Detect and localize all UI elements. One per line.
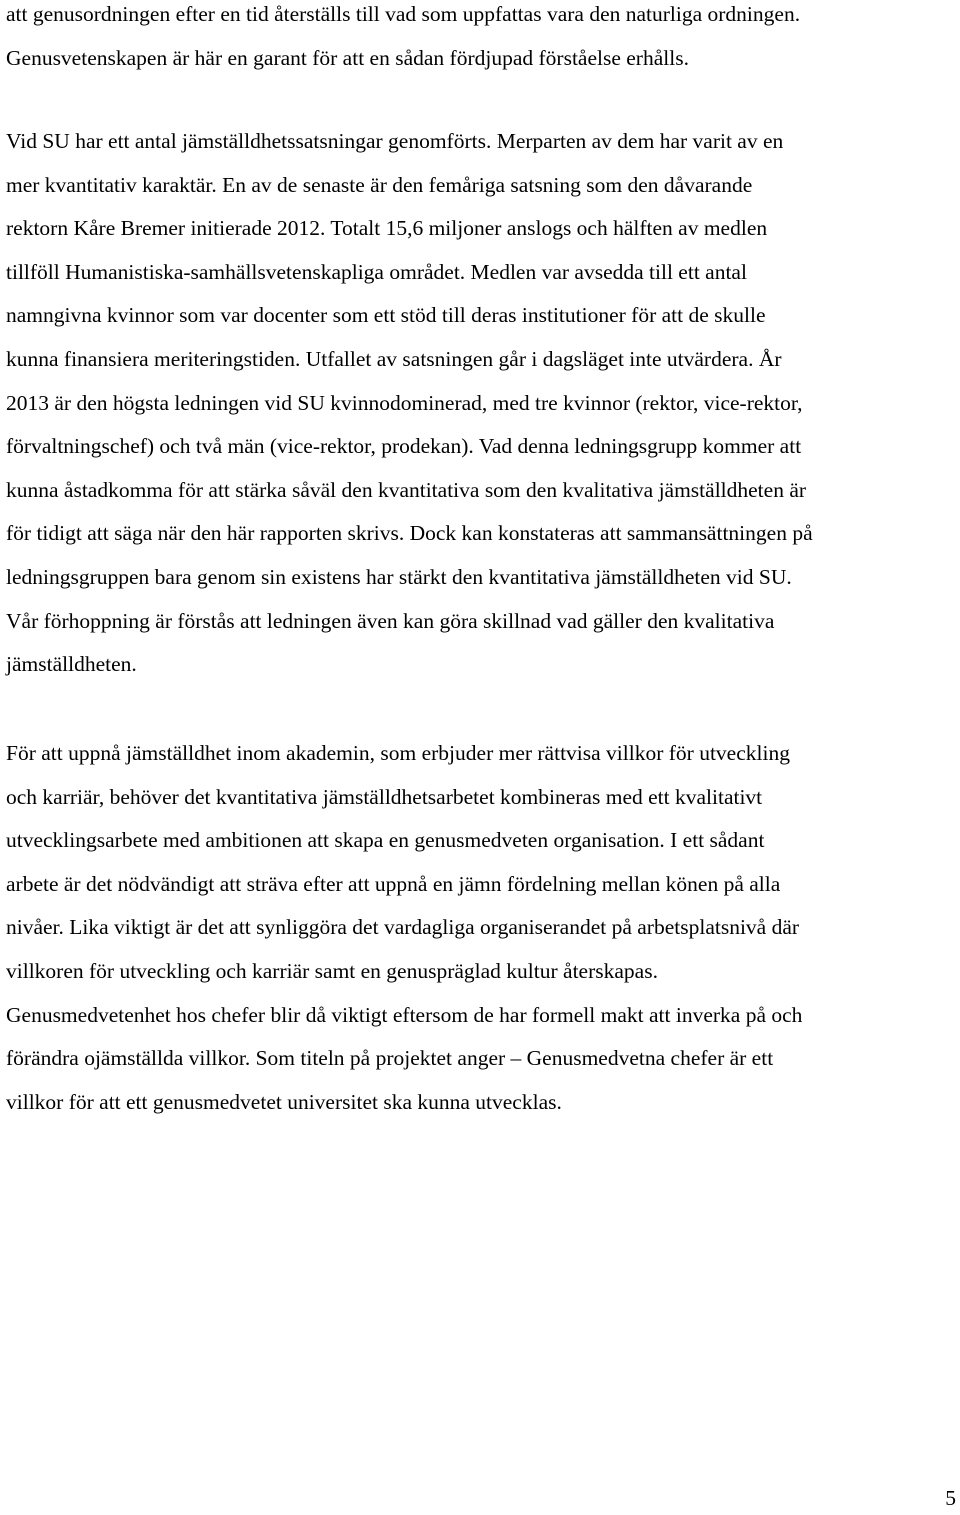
text-line: villkor för att ett genusmedvetet universitet ska kunna utvecklas. [6,1089,562,1114]
text-line: arbete är det nödvändigt att sträva efter att uppnå en jämn fördelning mellan könen på alla [6,871,781,896]
text-line: ledningsgruppen bara genom sin existens har stärkt den kvantitativa jämställdheten vid SU. [6,564,792,589]
text-line: att genusordningen efter en tid återställs till vad som uppfattas vara den naturliga ordningen. [6,2,801,26]
text-line: rektorn Kåre Bremer initierade 2012. Totalt 15,6 miljoner anslogs och hälften av medlen [6,216,768,241]
text-line: och karriär, behöver det kvantitativa jämställdhetsarbetet kombineras med ett kvalitativt [6,784,763,809]
text-line: Genusmedvetenhet hos chefer blir då viktigt eftersom de har formell makt att inverka på och [6,1002,803,1027]
text-line: förvaltningschef) och två män (vice-rektor, prodekan). Vad denna ledningsgrupp kommer att [6,434,802,459]
text-line: för tidigt att säga när den här rapporten skrivs. Dock kan konstateras att sammansättningen på [6,521,813,546]
text-line: mer kvantitativ karaktär. En av de senaste är den femåriga satsning som den dåvarande [6,172,753,197]
text-line: Vid SU har ett antal jämställdhetssatsningar genomförts. Merparten av dem har varit av en [6,129,784,153]
text-line: tillföll Humanistiska-samhällsvetenskapliga området. Medlen var avsedda till ett antal [6,259,747,284]
text-line: nivåer. Lika viktigt är det att synliggöra det vardagliga organiserandet på arbetsplatsnivå där [6,915,800,940]
text-line: utvecklingsarbete med ambitionen att skapa en genusmedveten organisation. I ett sådant [6,828,765,853]
paragraph-2 [6,120,956,687]
text-line: villkoren för utveckling och karriär samt en genuspräglad kultur återskapas. [6,958,658,983]
text-line: kunna åstadkomma för att stärka såväl den kvantitativa som den kvalitativa jämställdheten är [6,477,807,502]
text-line: Vår förhoppning är förstås att ledningen även kan göra skillnad vad gäller den kvalitativa [6,608,775,633]
paragraph-1 [6,0,956,80]
text-line: förändra ojämställda villkor. Som titeln på projektet anger – Genusmedvetna chefer är ett [6,1046,774,1071]
text-line: kunna finansiera meriteringstiden. Utfallet av satsningen går i dagsläget inte utvärdera. År [6,346,782,371]
text-line: Genusvetenskapen är här en garant för att en sådan fördjupad förståelse erhålls. [6,45,689,70]
text-line: namngivna kvinnor som var docenter som ett stöd till deras institutioner för att de skulle [6,303,766,328]
text-line: jämställdheten. [6,652,137,677]
text-line: För att uppnå jämställdhet inom akademin, som erbjuder mer rättvisa villkor för utveckling [6,741,790,765]
text-line: 2013 är den högsta ledningen vid SU kvinnodominerad, med tre kvinnor (rektor, vice-rektor, [6,390,803,415]
paragraph-3 [6,732,956,1124]
page-number: 5 [945,1486,956,1510]
